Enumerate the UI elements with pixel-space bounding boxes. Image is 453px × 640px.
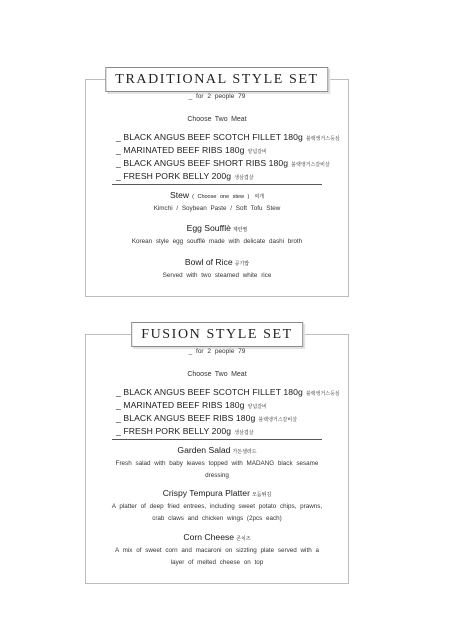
choose-meat-label: Choose Two Meat [187, 371, 247, 378]
dish-description: Fresh salad with baby leaves topped with MADANG black sesame dressing [115, 460, 319, 479]
meat-name: _ BLACK ANGUS BEEF RIBS 180g [116, 413, 256, 423]
divider [112, 184, 322, 185]
dish-name: Stew [170, 190, 190, 200]
dish-name: Egg Soufflè [186, 223, 231, 233]
dish-description: A platter of deep fried entrees, including sweet potato chips, prawns, crab claws and chicken wings (2pcs each) [111, 503, 323, 522]
dish-title [86, 488, 348, 501]
meat-item [116, 171, 340, 184]
dish-stew [86, 190, 348, 215]
dish-title [86, 223, 348, 236]
meat-korean-name: 블랙앵거스갈비살 [291, 162, 330, 168]
meat-name: _ MARINATED BEEF RIBS 180g [116, 400, 245, 410]
meat-name: _ BLACK ANGUS BEEF SCOTCH FILLET 180g [116, 387, 303, 397]
meat-item [116, 132, 340, 145]
fusion-set-card [85, 327, 349, 584]
meat-item [116, 413, 340, 426]
dish-korean-name: 공기밥 [234, 261, 250, 267]
meat-list [116, 132, 340, 184]
dish-title [86, 532, 348, 545]
meat-korean-name: 생삼겹살 [234, 175, 254, 181]
dish-description: Served with two steamed white rice [162, 272, 272, 279]
dish-garden-salad [86, 445, 348, 482]
dish-name: Bowl of Rice [184, 257, 233, 267]
meat-name: _ BLACK ANGUS BEEF SHORT RIBS 180g [116, 158, 289, 168]
meat-name: _ BLACK ANGUS BEEF SCOTCH FILLET 180g [116, 132, 303, 142]
set-price: _ for 2 people 79 [188, 93, 246, 100]
dish-title [86, 445, 348, 458]
meat-korean-name: 블랙앵거스등심 [305, 136, 340, 142]
dish-name: Corn Cheese [183, 532, 235, 542]
meat-name: _ FRESH PORK BELLY 200g [116, 426, 232, 436]
meat-item [116, 400, 340, 413]
dish-korean-name: 가든샐러드 [232, 449, 257, 455]
dish-egg-souffle [86, 223, 348, 248]
dish-description: Kimchi / Soybean Paste / Soft Tofu Stew [153, 205, 281, 212]
dish-title [86, 190, 348, 203]
meat-item [116, 426, 340, 439]
dish-korean-name: 콘치즈 [236, 536, 251, 542]
meat-item [116, 145, 340, 158]
meat-korean-name: 양념갈비 [247, 149, 267, 155]
dish-name: Garden Salad [177, 445, 231, 455]
dish-description: Korean style egg soufflè made with delicate dashi broth [131, 238, 303, 245]
set-price: _ for 2 people 79 [188, 348, 246, 355]
meat-item [116, 158, 340, 171]
meat-list [116, 387, 340, 439]
set-title: FUSION STYLE SET [131, 322, 303, 347]
meat-name: _ FRESH PORK BELLY 200g [116, 171, 232, 181]
dish-title [86, 257, 348, 270]
divider [112, 439, 322, 440]
meat-name: _ MARINATED BEEF RIBS 180g [116, 145, 245, 155]
meat-korean-name: 블랙앵거스등심 [305, 391, 340, 397]
dish-korean-name: 찌개 [254, 194, 264, 200]
choose-meat-label: Choose Two Meat [187, 116, 247, 123]
dish-bowl-of-rice [86, 257, 348, 282]
meat-korean-name: 양념갈비 [247, 404, 267, 410]
dish-note: ( Choose one stew ) [192, 194, 250, 200]
dish-korean-name: 계란찜 [232, 227, 248, 233]
dish-corn-cheese [86, 532, 348, 569]
dish-name: Crispy Tempura Platter [162, 488, 250, 498]
meat-korean-name: 생삼겹살 [234, 430, 254, 436]
traditional-set-card [85, 72, 349, 297]
meat-korean-name: 블랙앵거스갈비살 [258, 417, 298, 423]
dish-tempura-platter [86, 488, 348, 525]
dish-description: A mix of sweet corn and macaroni on sizzling plate served with a layer of melted cheese on top [115, 547, 319, 566]
meat-item [116, 387, 340, 400]
set-title: TRADITIONAL STYLE SET [105, 67, 328, 92]
dish-korean-name: 모듬튀김 [251, 492, 272, 498]
